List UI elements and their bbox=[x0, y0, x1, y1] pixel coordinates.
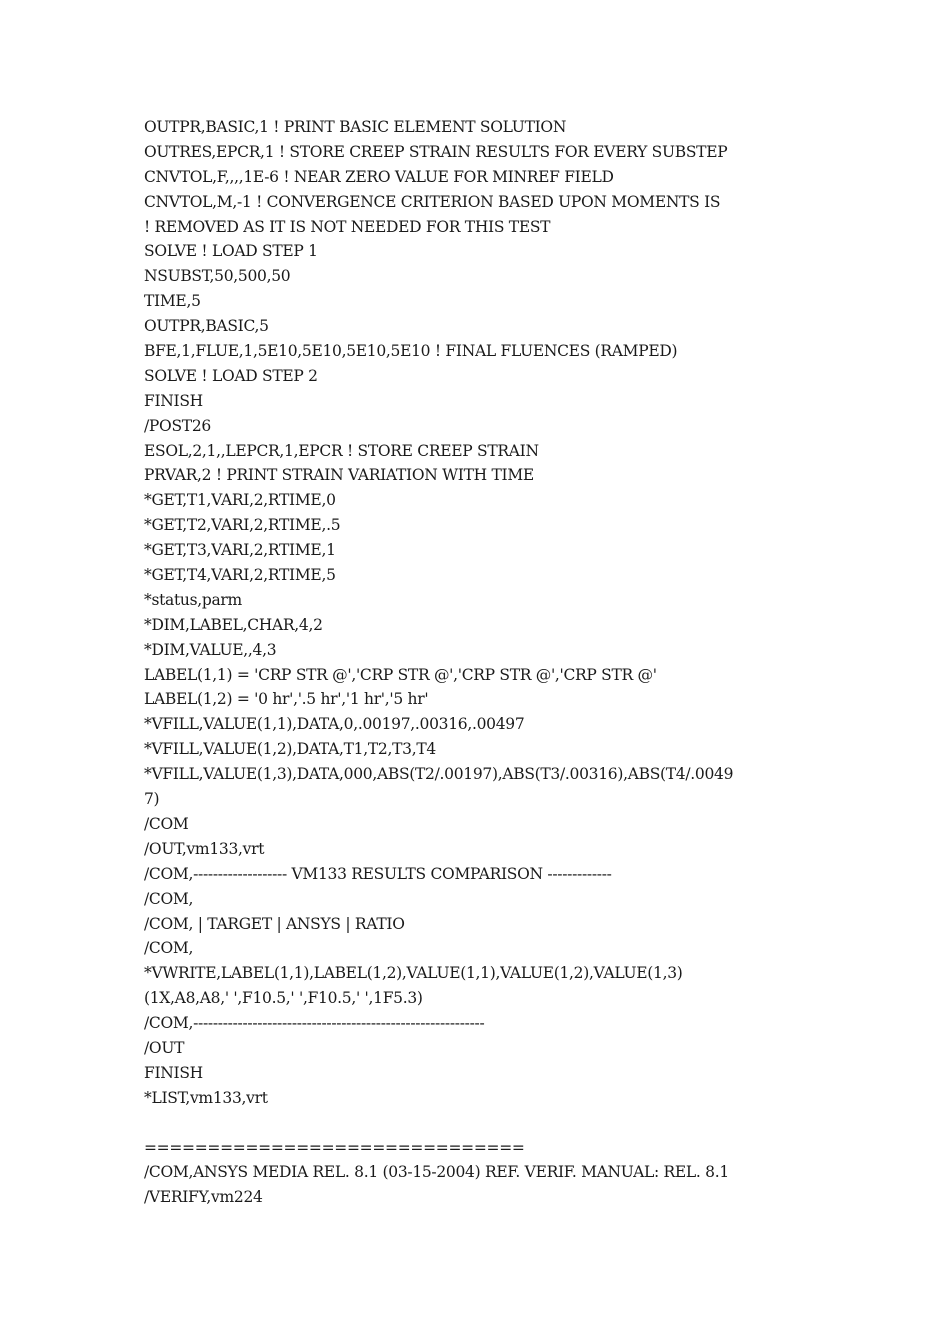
code-line: CNVTOL,F,,,,1E-6 ! NEAR ZERO VALUE FOR MINREF FIELD bbox=[144, 167, 614, 186]
code-line: /COM, | TARGET | ANSYS | RATIO bbox=[144, 914, 405, 933]
code-line: /COM,ANSYS MEDIA REL. 8.1 (03-15-2004) REF. VERIF. MANUAL: REL. 8.1 bbox=[144, 1163, 729, 1182]
code-line: CNVTOL,M,-1 ! CONVERGENCE CRITERION BASED UPON MOMENTS IS bbox=[144, 192, 721, 211]
code-line: TIME,5 bbox=[144, 292, 201, 311]
code-line: *VWRITE,LABEL(1,1),LABEL(1,2),VALUE(1,1),VALUE(1,2),VALUE(1,3) bbox=[144, 964, 683, 983]
code-line: BFE,1,FLUE,1,5E10,5E10,5E10,5E10 ! FINAL FLUENCES (RAMPED) bbox=[144, 342, 678, 361]
code-line: *GET,T1,VARI,2,RTIME,0 bbox=[144, 491, 336, 510]
code-line: /COM, bbox=[144, 939, 194, 958]
code-line: OUTRES,EPCR,1 ! STORE CREEP STRAIN RESULTS FOR EVERY SUBSTEP bbox=[144, 142, 728, 161]
code-line: FINISH bbox=[144, 391, 203, 410]
code-line: *GET,T3,VARI,2,RTIME,1 bbox=[144, 541, 336, 560]
code-line: OUTPR,BASIC,5 bbox=[144, 317, 269, 336]
code-line: *VFILL,VALUE(1,1),DATA,0,.00197,.00316,.00497 bbox=[144, 715, 525, 734]
code-line: (1X,A8,A8,' ',F10.5,' ',F10.5,' ',1F5.3) bbox=[144, 989, 423, 1008]
code-line: *LIST,vm133,vrt bbox=[144, 1088, 268, 1107]
code-line: /COM bbox=[144, 814, 189, 833]
code-line: /OUT,vm133,vrt bbox=[144, 839, 265, 858]
section-separator: ============================== bbox=[144, 1138, 525, 1157]
code-line: /COM,----------------------------------------------------------- bbox=[144, 1014, 485, 1033]
code-line: LABEL(1,2) = '0 hr','.5 hr','1 hr','5 hr' bbox=[144, 690, 429, 709]
code-line: *VFILL,VALUE(1,2),DATA,T1,T2,T3,T4 bbox=[144, 740, 436, 759]
code-line: *DIM,LABEL,CHAR,4,2 bbox=[144, 615, 323, 634]
code-line: OUTPR,BASIC,1 ! PRINT BASIC ELEMENT SOLUTION bbox=[144, 118, 567, 136]
code-line: *VFILL,VALUE(1,3),DATA,000,ABS(T2/.00197),ABS(T3/.00316),ABS(T4/.0049 bbox=[144, 765, 734, 784]
code-line: /VERIFY,vm224 bbox=[144, 1188, 263, 1207]
code-line: PRVAR,2 ! PRINT STRAIN VARIATION WITH TIME bbox=[144, 466, 534, 485]
code-line: FINISH bbox=[144, 1063, 203, 1082]
code-line: *GET,T2,VARI,2,RTIME,.5 bbox=[144, 516, 341, 535]
code-line: *DIM,VALUE,,4,3 bbox=[144, 640, 277, 659]
code-line: LABEL(1,1) = 'CRP STR @','CRP STR @','CRP STR @','CRP STR @' bbox=[144, 665, 657, 684]
code-line: *GET,T4,VARI,2,RTIME,5 bbox=[144, 566, 336, 585]
code-line: 7) bbox=[144, 790, 160, 809]
code-line: /COM,------------------- VM133 RESULTS COMPARISON ------------- bbox=[144, 864, 612, 883]
code-line: /POST26 bbox=[144, 416, 211, 435]
blank-line bbox=[144, 1111, 844, 1136]
code-line: NSUBST,50,500,50 bbox=[144, 267, 291, 286]
code-line: SOLVE ! LOAD STEP 1 bbox=[144, 242, 318, 261]
code-line: ESOL,2,1,,LEPCR,1,EPCR ! STORE CREEP STRAIN bbox=[144, 441, 539, 460]
code-line: SOLVE ! LOAD STEP 2 bbox=[144, 366, 318, 385]
code-listing bbox=[144, 115, 844, 1210]
code-line: /OUT bbox=[144, 1038, 185, 1057]
code-line: *status,parm bbox=[144, 590, 242, 609]
code-line: /COM, bbox=[144, 889, 194, 908]
code-line: ! REMOVED AS IT IS NOT NEEDED FOR THIS TEST bbox=[144, 217, 551, 236]
